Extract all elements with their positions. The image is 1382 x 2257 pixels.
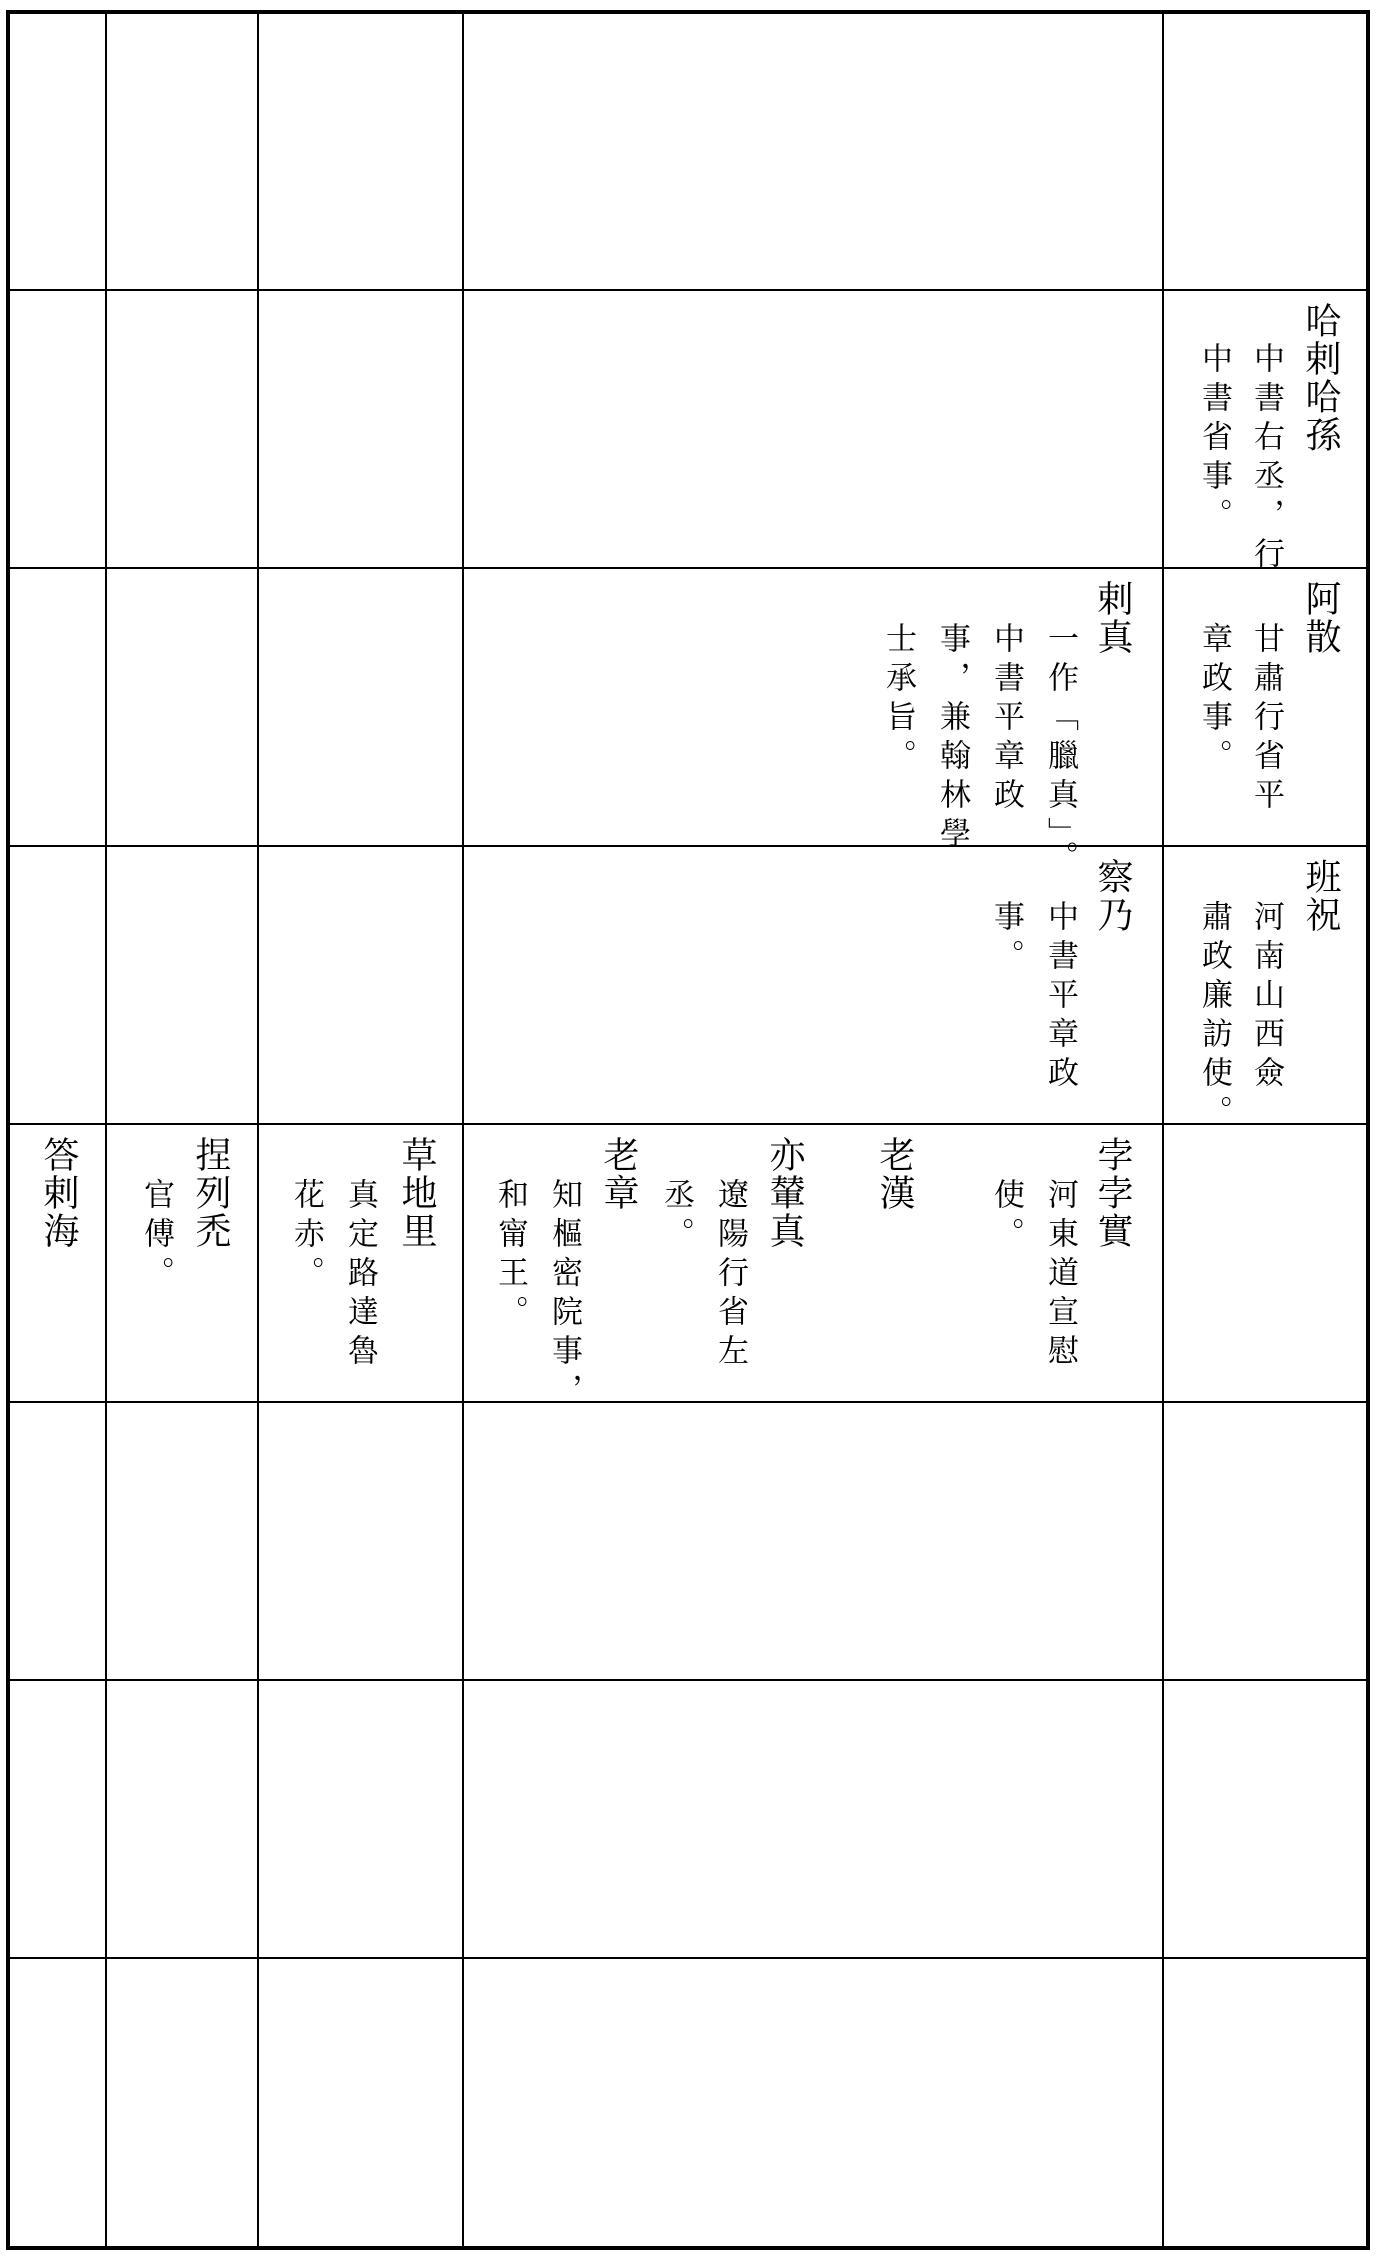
- person-desc: 章政事。: [1196, 622, 1232, 778]
- person-desc: 中書右丞，行: [1248, 342, 1284, 576]
- person-desc: 中書平章政: [1042, 900, 1078, 1095]
- person-desc: 肅政廉訪使。: [1196, 900, 1232, 1134]
- person-name: 班祝: [1300, 858, 1341, 934]
- person-name: 捏列禿: [190, 1136, 231, 1250]
- person-desc: 知樞密院事，: [546, 1178, 582, 1412]
- person-desc: 中書平章政: [988, 622, 1024, 817]
- person-desc: 真定路達魯: [342, 1178, 378, 1373]
- person-desc: 事。: [988, 900, 1024, 978]
- person-desc: 一作「臘真」。: [1042, 622, 1078, 880]
- person-desc: 河南山西僉: [1248, 900, 1284, 1095]
- person-name: 答剌海: [38, 1136, 79, 1250]
- person-desc: 官傅。: [138, 1178, 174, 1295]
- person-desc: 中書省事。: [1196, 342, 1232, 537]
- person-name: 草地里: [396, 1136, 437, 1250]
- person-name: 老漢: [874, 1136, 915, 1212]
- person-desc: 事，兼翰林學: [934, 622, 970, 856]
- person-desc: 河東道宣慰: [1042, 1178, 1078, 1373]
- person-name: 老章: [598, 1136, 639, 1212]
- person-name: 阿散: [1300, 580, 1341, 656]
- person-desc: 和甯王。: [492, 1178, 528, 1334]
- person-desc: 使。: [988, 1178, 1024, 1256]
- person-desc: 甘肅行省平: [1248, 622, 1284, 817]
- person-desc: 遼陽行省左: [712, 1178, 748, 1373]
- person-desc: 花赤。: [288, 1178, 324, 1295]
- person-desc: 丞。: [658, 1178, 694, 1256]
- person-name: 亦輦真: [764, 1136, 805, 1250]
- person-desc: 士承旨。: [880, 622, 916, 778]
- person-name: 孛孛實: [1092, 1136, 1133, 1250]
- person-name: 察乃: [1092, 858, 1133, 934]
- person-name: 剌真: [1092, 580, 1133, 656]
- person-name: 哈剌哈孫: [1300, 302, 1341, 454]
